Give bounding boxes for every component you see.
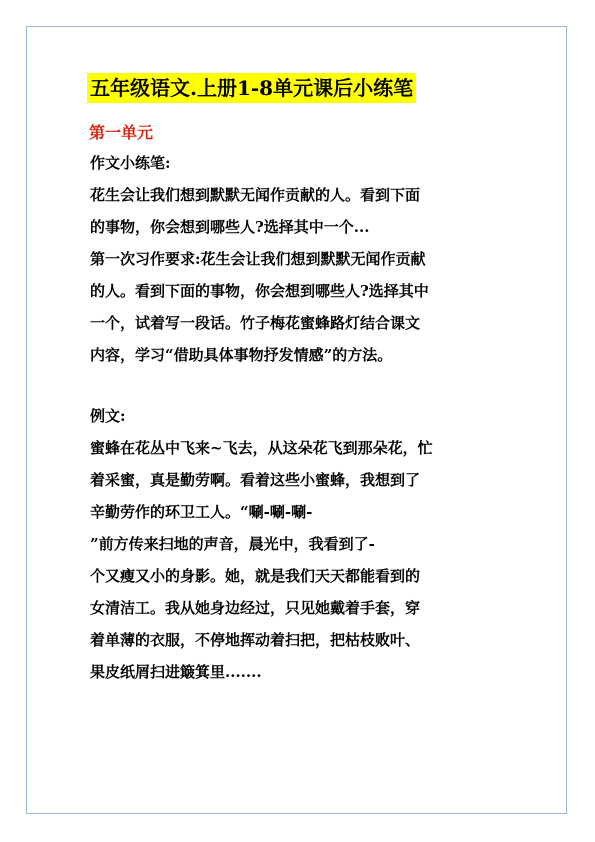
unit-heading: 第一单元 (89, 123, 154, 142)
text-line: 女清洁工。我从她身边经过，只见她戴着手套，穿 (90, 599, 421, 617)
text-line: 内容，学习“借助具体事物抒发情感”的方法。 (90, 346, 393, 364)
text-line: 着采蜜，真是勤劳啊。看着这些小蜜蜂，我想到了 (90, 471, 421, 489)
section-label-example: 例文: (90, 407, 126, 425)
text-line: 的事物，你会想到哪些人?选择其中一个... (90, 218, 370, 236)
section-label-writing: 作文小练笔: (90, 154, 171, 172)
document-title: 五年级语文.上册1-8单元课后小练笔 (87, 73, 416, 103)
text-line: 着单薄的衣服，不停地挥动着扫把，把枯枝败叶、 (90, 631, 421, 649)
text-line: 个又瘦又小的身影。她，就是我们天天都能看到的 (90, 567, 421, 585)
text-line: 辛勤劳作的环卫工人。“唰-唰-唰- (90, 503, 313, 521)
text-line: 的人。看到下面的事物，你会想到哪些人?选择其中 (90, 282, 429, 300)
text-line: 第一次习作要求:花生会让我们想到默默无闻作贡献 (90, 250, 426, 268)
text-line: 花生会让我们想到默默无闻作贡献的人。看到下面 (90, 186, 421, 204)
text-line: 蜜蜂在花丛中飞来~飞去，从这朵花飞到那朵花，忙 (90, 439, 433, 457)
text-line: 一个，试着写一段话。竹子梅花蜜蜂路灯结合课文 (90, 314, 421, 332)
text-line: ”前方传来扫地的声音，晨光中，我看到了- (90, 535, 375, 553)
text-line: 果皮纸屑扫进簸箕里....... (90, 663, 262, 681)
